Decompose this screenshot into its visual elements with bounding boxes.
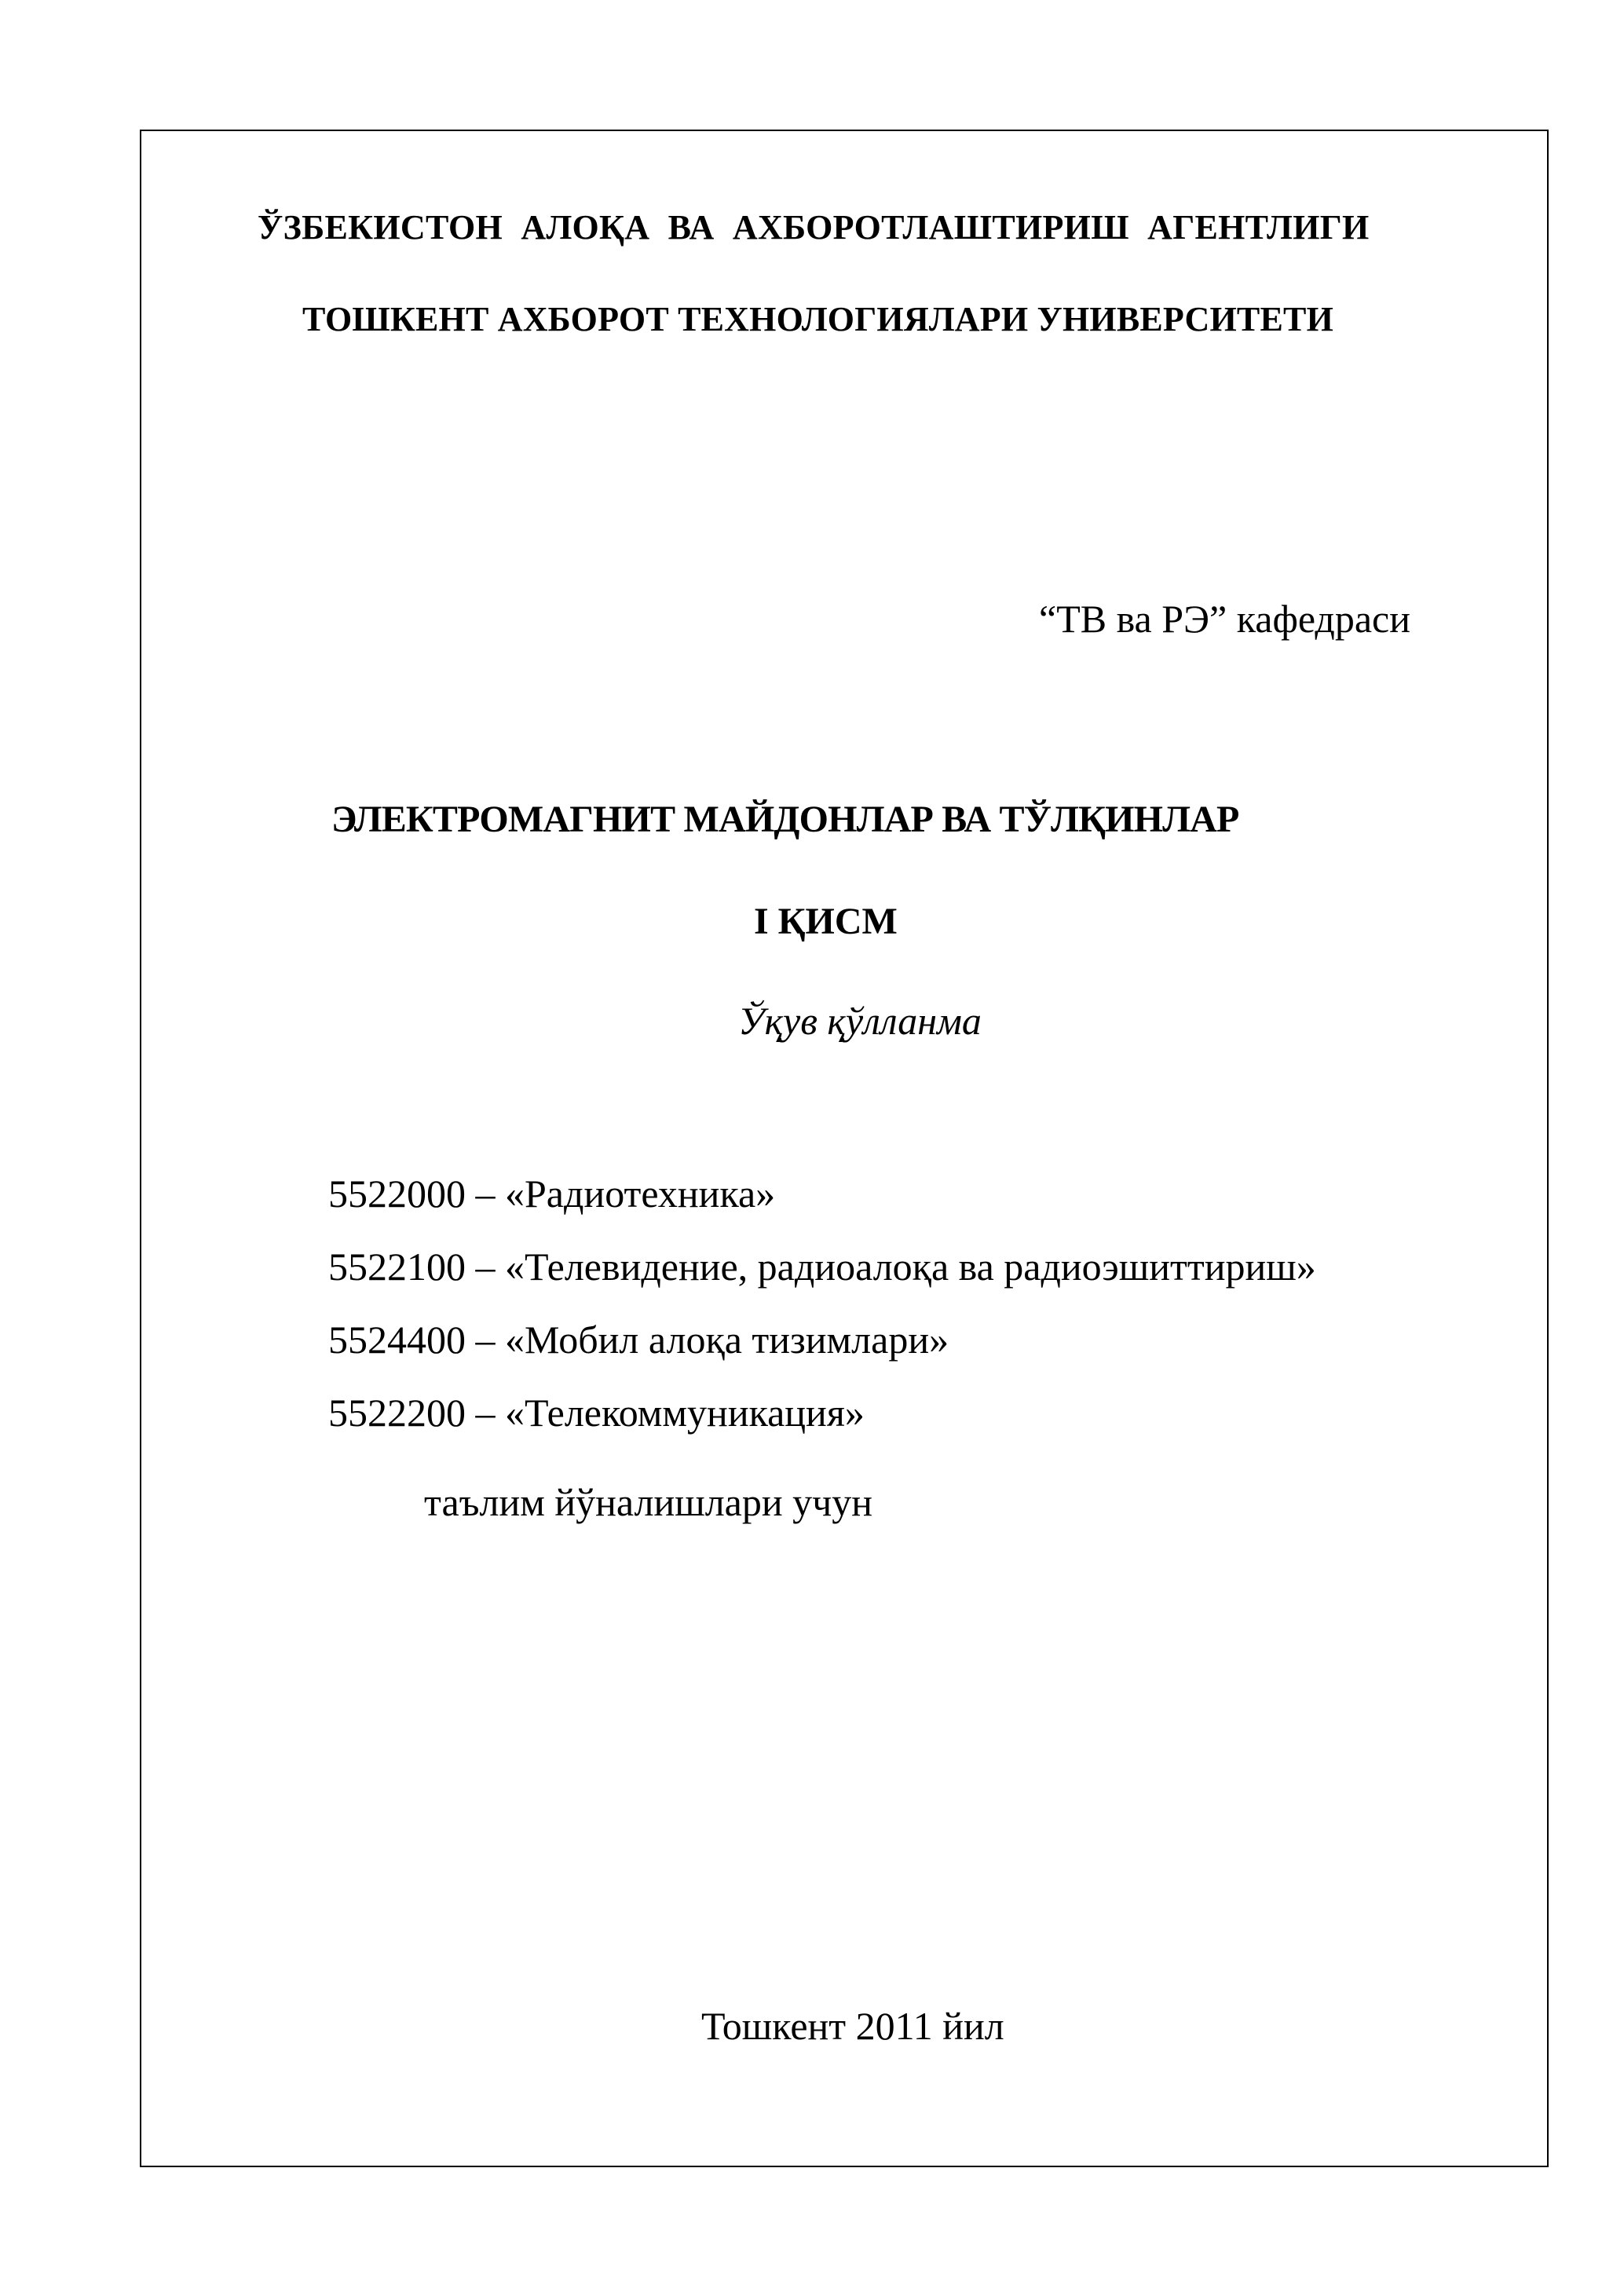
agency-heading: ЎЗБЕКИСТОН АЛОҚА ВА АХБОРОТЛАШТИРИШ АГЕНТЛИГИ (258, 208, 1370, 247)
page-border-frame (140, 130, 1549, 2167)
department-name: “ТВ ва РЭ” кафедраси (1039, 597, 1410, 641)
document-type: Ўқув қўлланма (738, 999, 982, 1043)
program-item: 5522100 – «Телевидение, радиоалоқа ва радиоэшиттириш» (328, 1245, 1316, 1289)
university-heading: ТОШКЕНТ АХБОРОТ ТЕХНОЛОГИЯЛАРИ УНИВЕРСИТЕТИ (302, 300, 1334, 338)
program-item: 5522000 – «Радиотехника» (328, 1172, 776, 1216)
programs-purpose-note: таълим йўналишлари учун (424, 1480, 873, 1524)
document-title: ЭЛЕКТРОМАГНИТ МАЙДОНЛАР ВА ТЎЛҚИНЛАР (331, 799, 1239, 840)
city-year: Тошкент 2011 йил (701, 2004, 1004, 2048)
study-programs-list (328, 1174, 1316, 1466)
program-item: 5524400 – «Мобил алоқа тизимлари» (328, 1318, 949, 1362)
program-item: 5522200 – «Телекоммуникация» (328, 1391, 865, 1435)
part-label: I ҚИСМ (754, 901, 898, 942)
